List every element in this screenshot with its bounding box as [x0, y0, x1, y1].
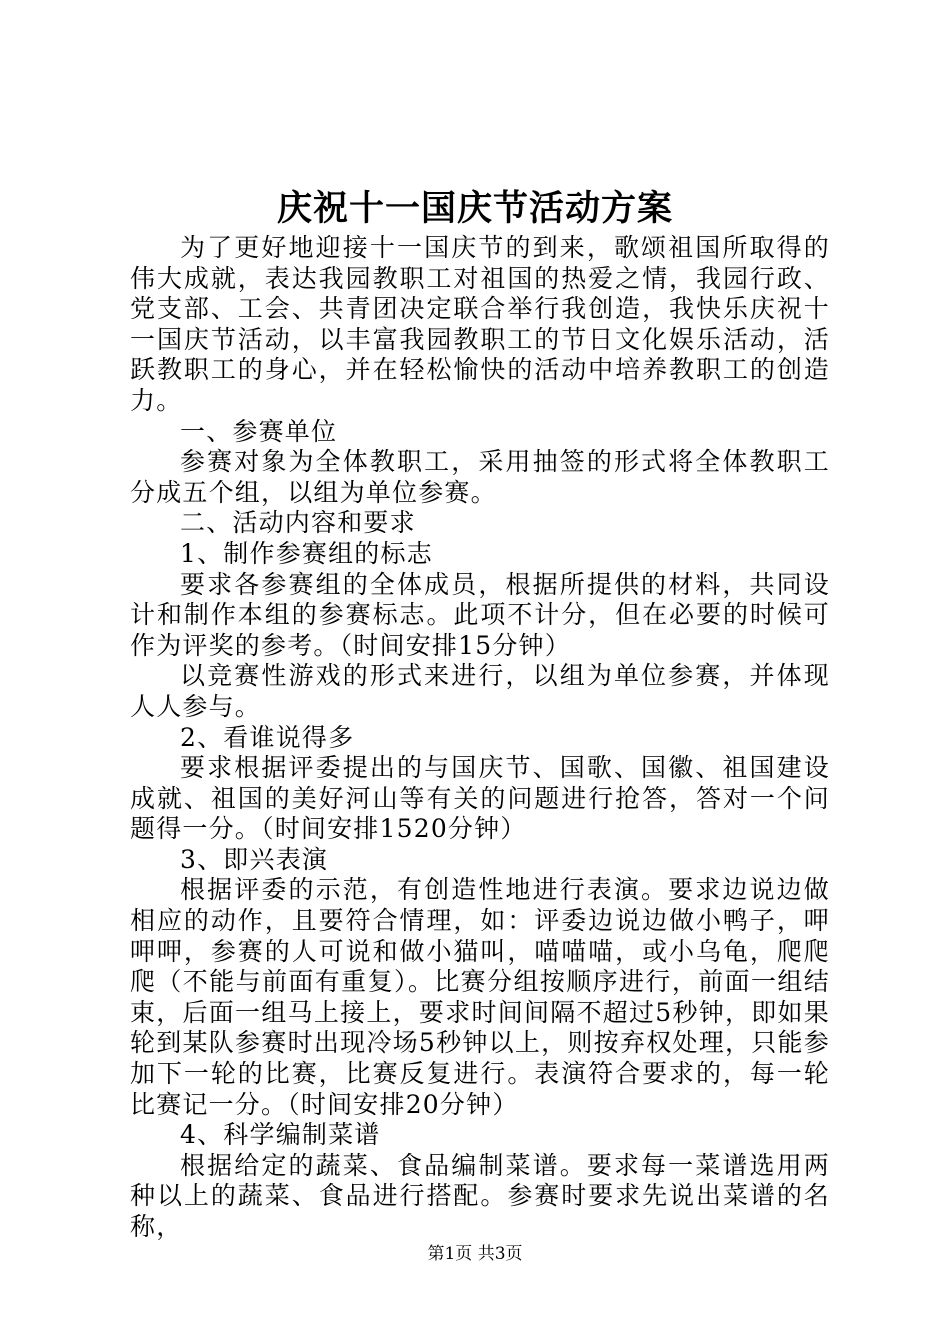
section-heading: 一、参赛单位 [180, 416, 338, 446]
document-title: 庆祝十一国庆节活动方案 [276, 188, 673, 229]
paragraph: 根据评委的示范，有创造性地进行表演。要求边说边做相应的动作，且要符合情理，如：评委边说边做小鸭子，呷呷呷，参赛的人可说和做小猫叫，喵喵喵，或小乌龟，爬爬爬（不能与前面有重复）。比赛分组按顺序进行，前面一组结束，后面一组马上接上，要求时间间隔不超过5秒钟，即如果轮到某队参赛时出现冷场5秒钟以上，则按弃权处理，只能参加下一轮的比赛，比赛反复进行。表演符合要求的，每一轮比赛记一分。（时间安排20分钟） [130, 875, 830, 1119]
paragraph: 要求根据评委提出的与国庆节、国歌、国徽、祖国建设成就、祖国的美好河山等有关的问题进行抢答，答对一个问题得一分。（时间安排1520分钟） [130, 753, 830, 844]
subsection-heading: 2、看谁说得多 [180, 722, 355, 752]
subsection-heading: 3、即兴表演 [180, 844, 329, 874]
paragraph: 根据给定的蔬菜、食品编制菜谱。要求每一菜谱选用两种以上的蔬菜、食品进行搭配。参赛时要求先说出菜谱的名称， [130, 1150, 830, 1241]
subsection-heading: 1、制作参赛组的标志 [180, 538, 433, 568]
page-number-footer: 第1页 共3页 [427, 1244, 523, 1264]
section-heading: 二、活动内容和要求 [180, 508, 416, 538]
paragraph: 要求各参赛组的全体成员，根据所提供的材料，共同设计和制作本组的参赛标志。此项不计分，但在必要的时候可作为评奖的参考。（时间安排15分钟） [130, 569, 830, 660]
paragraph: 以竞赛性游戏的形式来进行，以组为单位参赛，并体现人人参与。 [130, 661, 830, 721]
document-body [130, 233, 830, 1243]
subsection-heading: 4、科学编制菜谱 [180, 1120, 381, 1150]
paragraph: 为了更好地迎接十一国庆节的到来，歌颂祖国所取得的伟大成就，表达我园教职工对祖国的热爱之情，我园行政、党支部、工会、共青团决定联合举行我创造，我快乐庆祝十一国庆节活动，以丰富我园教职工的节日文化娱乐活动，活跃教职工的身心，并在轻松愉快的活动中培养教职工的创造力。 [130, 233, 830, 415]
paragraph: 参赛对象为全体教职工，采用抽签的形式将全体教职工分成五个组，以组为单位参赛。 [130, 447, 830, 507]
